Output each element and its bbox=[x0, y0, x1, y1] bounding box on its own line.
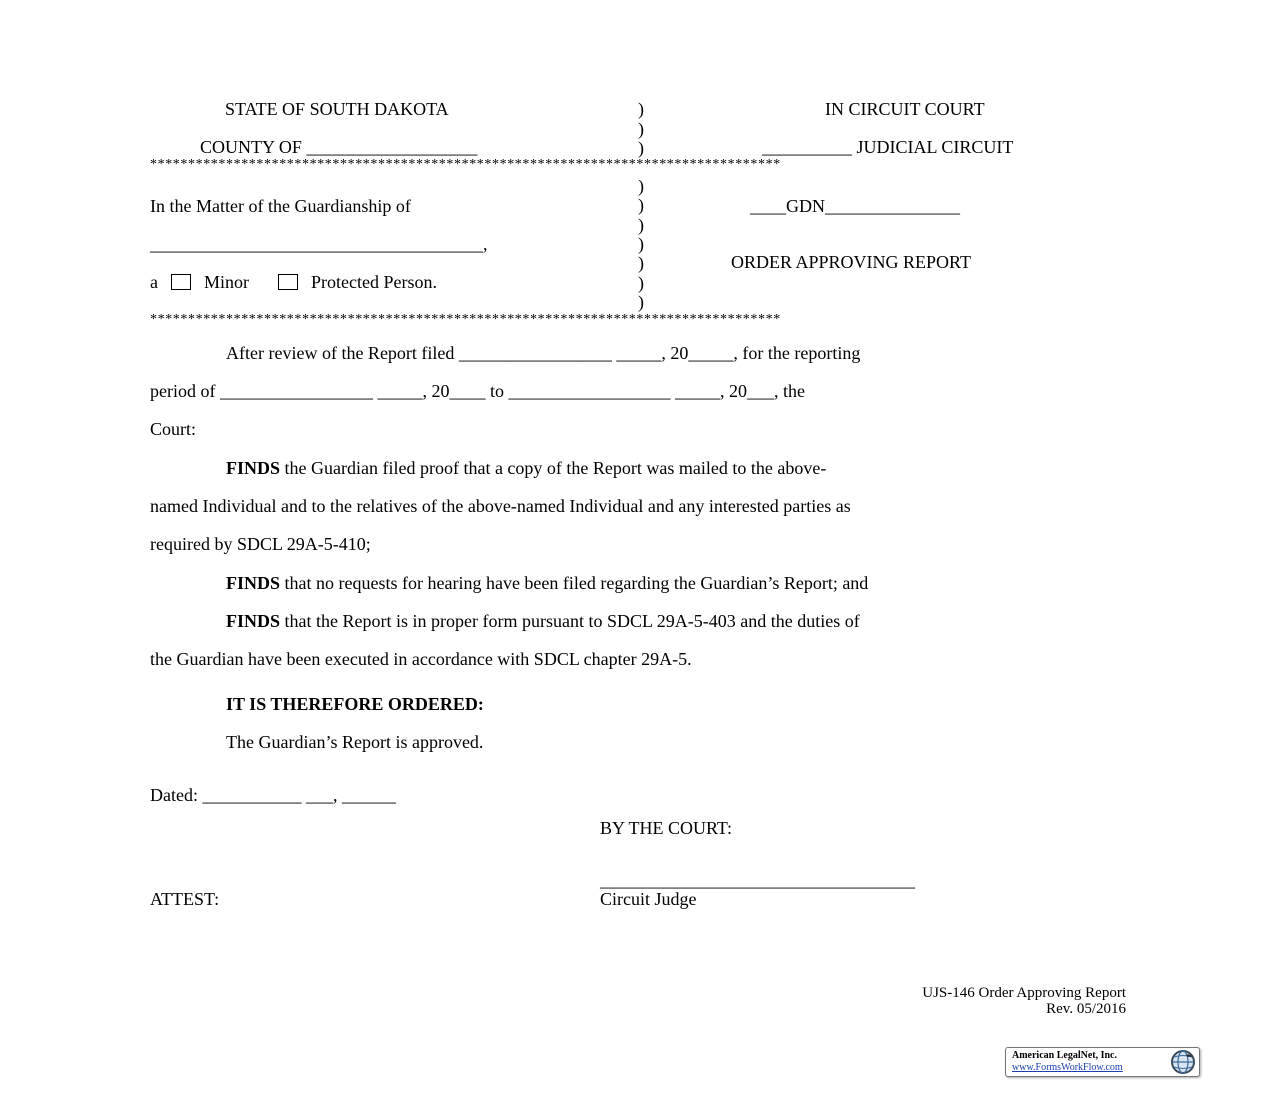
protected-person-checkbox[interactable] bbox=[278, 274, 298, 290]
finding-text: that no requests for hearing have been filed regarding the Guardian’s Report; and bbox=[280, 573, 869, 593]
by-the-court: BY THE COURT: bbox=[600, 818, 733, 838]
review-paragraph-line: After review of the Report filed _________________ _____, 20_____, for the reporting bbox=[226, 343, 861, 363]
globe-icon bbox=[1170, 1049, 1196, 1075]
review-paragraph-line: Court: bbox=[150, 419, 197, 439]
paren-divider: ) bbox=[638, 99, 644, 119]
paren-divider: ) bbox=[638, 215, 644, 235]
asterisk-separator: *********************************************************************************** bbox=[150, 158, 781, 172]
paren-divider: ) bbox=[638, 273, 644, 293]
finds-label: FINDS bbox=[226, 573, 281, 593]
legalnet-logo[interactable] bbox=[1005, 1047, 1200, 1077]
ward-name-field[interactable]: _____________________________________, bbox=[150, 234, 488, 254]
judicial-circuit-line: __________ JUDICIAL CIRCUIT bbox=[762, 137, 1014, 157]
article-a: a bbox=[150, 272, 158, 292]
order-heading: IT IS THEREFORE ORDERED: bbox=[226, 694, 484, 714]
judge-signature-line[interactable]: ___________________________________ bbox=[600, 870, 915, 890]
finding-text: the Guardian filed proof that a copy of the Report was mailed to the above- bbox=[280, 458, 827, 478]
paren-divider: ) bbox=[638, 119, 644, 139]
circuit-judge-label: Circuit Judge bbox=[600, 889, 697, 909]
state-name: STATE OF SOUTH DAKOTA bbox=[225, 99, 449, 119]
dated-field[interactable]: Dated: ___________ ___, ______ bbox=[150, 785, 396, 805]
finding-1-line: required by SDCL 29A-5-410; bbox=[150, 534, 371, 554]
finding-3-line: the Guardian have been executed in accordance with SDCL chapter 29A-5. bbox=[150, 649, 692, 669]
finding-2 bbox=[226, 574, 868, 592]
review-paragraph-line: period of _________________ _____, 20____ to __________________ _____, 20___, the bbox=[150, 381, 805, 401]
paren-divider: ) bbox=[638, 176, 644, 196]
court-name: IN CIRCUIT COURT bbox=[825, 99, 985, 119]
asterisk-separator: *********************************************************************************** bbox=[150, 313, 781, 327]
case-number-field[interactable]: ____GDN_______________ bbox=[750, 196, 960, 216]
order-text: The Guardian’s Report is approved. bbox=[226, 732, 484, 752]
minor-checkbox[interactable] bbox=[171, 274, 191, 290]
finding-3 bbox=[226, 612, 860, 630]
logo-company: American LegalNet, Inc. bbox=[1012, 1050, 1117, 1061]
finds-label: FINDS bbox=[226, 611, 281, 631]
finding-text: that the Report is in proper form pursuant to SDCL 29A-5-403 and the duties of bbox=[280, 611, 860, 631]
minor-label: Minor bbox=[204, 272, 249, 292]
finding-1-line: named Individual and to the relatives of the above-named Individual and any interested parties as bbox=[150, 496, 851, 516]
paren-divider: ) bbox=[638, 234, 644, 254]
paren-divider: ) bbox=[638, 253, 644, 273]
logo-url-link[interactable]: www.FormsWorkFlow.com bbox=[1012, 1062, 1123, 1073]
paren-divider: ) bbox=[638, 138, 644, 158]
revision-date: Rev. 05/2016 bbox=[1046, 1001, 1126, 1017]
form-id: UJS-146 Order Approving Report bbox=[922, 985, 1126, 1001]
county-line: COUNTY OF ___________________ bbox=[200, 137, 478, 157]
attest-label: ATTEST: bbox=[150, 889, 220, 909]
protected-person-label: Protected Person. bbox=[311, 272, 437, 292]
finding-1 bbox=[226, 459, 826, 477]
ward-type-row bbox=[150, 273, 437, 291]
order-title: ORDER APPROVING REPORT bbox=[731, 252, 971, 272]
finds-label: FINDS bbox=[226, 458, 281, 478]
matter-caption: In the Matter of the Guardianship of bbox=[150, 196, 411, 216]
paren-divider: ) bbox=[638, 292, 644, 312]
paren-divider: ) bbox=[638, 195, 644, 215]
